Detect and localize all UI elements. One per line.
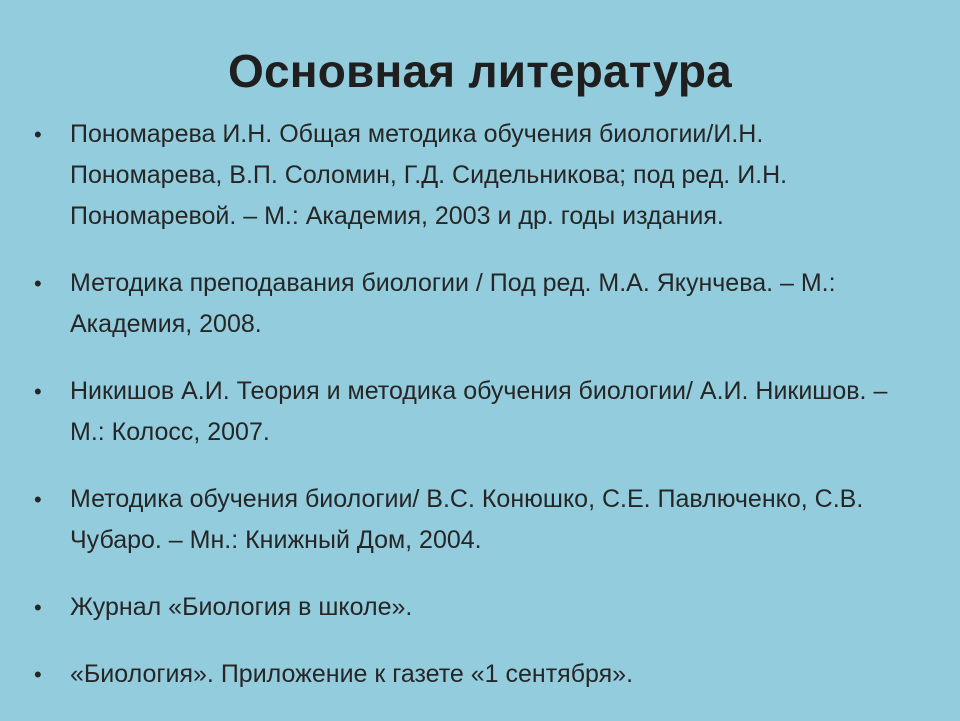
list-item-text: Методика обучения биологии/ В.С. Конюшко, С.Е. Павлюченко, С.В. Чубаро. – Мн.: Книжный Дом, 2004. xyxy=(70,485,864,554)
bullet-icon: • xyxy=(34,122,42,147)
list-item-text: Пономарева И.Н. Общая методика обучения биологии/И.Н. Пономарева, В.П. Соломин, Г.Д. Сидельникова; под ред. И.Н. Пономаревой. – М.: Академия, 2003 и др. годы издания. xyxy=(70,120,788,230)
list-item xyxy=(34,479,914,561)
literature-list xyxy=(34,114,914,721)
bullet-icon: • xyxy=(34,379,42,404)
bullet-icon: • xyxy=(34,662,42,687)
bullet-icon: • xyxy=(34,271,42,296)
slide-title: Основная литература xyxy=(228,45,732,97)
list-item-text: Методика преподавания биологии / Под ред. М.А. Якунчева. – М.: Академия, 2008. xyxy=(70,269,836,338)
list-item xyxy=(34,114,914,237)
list-item-text: Никишов А.И. Теория и методика обучения биологии/ А.И. Никишов. – М.: Колосс, 2007. xyxy=(70,377,888,446)
bullet-icon: • xyxy=(34,595,42,620)
list-item xyxy=(34,587,914,628)
list-item xyxy=(34,263,914,345)
list-item xyxy=(34,371,914,453)
bullet-icon: • xyxy=(34,487,42,512)
list-item-text: Журнал «Биология в школе». xyxy=(70,593,413,621)
list-item xyxy=(34,654,914,695)
list-item-text: «Биология». Приложение к газете «1 сентября». xyxy=(70,660,634,688)
